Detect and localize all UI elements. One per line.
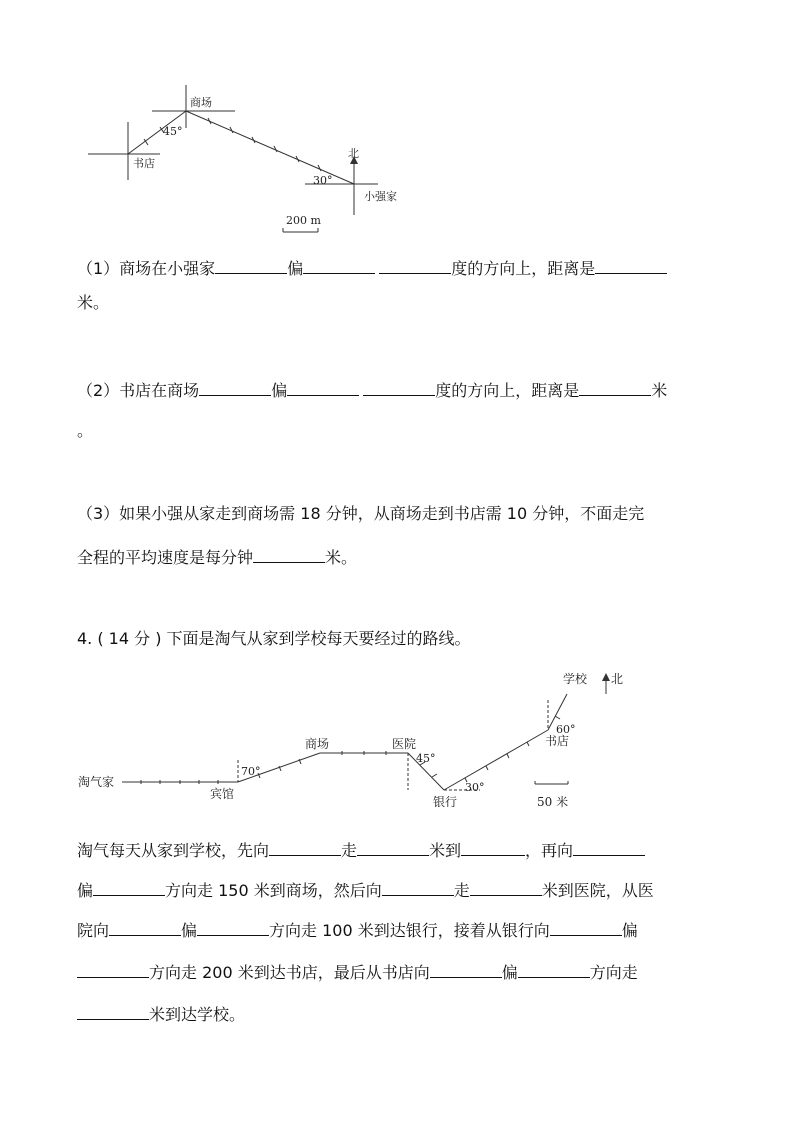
route-bank-bookstore	[444, 730, 548, 790]
angle-30-label: 30°	[465, 781, 485, 794]
angle-45-label: 45°	[416, 752, 436, 765]
q4-blank-14[interactable]	[77, 1002, 149, 1020]
q4-blank-4[interactable]	[573, 838, 645, 856]
bookstore-label: 书店	[545, 734, 570, 748]
q2-part4: 米	[651, 381, 668, 400]
q4-l1c: 米到	[429, 841, 462, 860]
angle-45-label: 45°	[163, 125, 183, 138]
q1-part1: （1）商场在小强家	[77, 259, 216, 278]
q2-part3: 度的方向上，距离是	[435, 381, 580, 400]
q4-line2	[77, 878, 654, 902]
q1-part4: 米。	[77, 293, 110, 312]
q4-l4c: 方向走	[589, 963, 638, 982]
angle-70-label: 70°	[241, 765, 261, 778]
q4-blank-12[interactable]	[430, 960, 502, 978]
q4-line5	[77, 1002, 245, 1026]
q4-l2d: 米到医院，从医	[541, 881, 654, 900]
q4-blank-5[interactable]	[93, 878, 165, 896]
angle-30-label: 30°	[313, 174, 333, 187]
hospital-label: 医院	[392, 737, 417, 751]
q4-l4a: 方向走 200 米到达书店，最后从书店向	[149, 963, 430, 982]
q4-blank-11[interactable]	[77, 960, 149, 978]
q4-blank-7[interactable]	[470, 878, 542, 896]
angle-60-label: 60°	[556, 723, 576, 736]
q4-blank-6[interactable]	[382, 878, 454, 896]
mall-label: 商场	[190, 96, 212, 109]
q1-part3: 度的方向上，距离是	[451, 259, 596, 278]
q2-part1: （2）书店在商场	[77, 381, 200, 400]
q3-part2: 米。	[325, 548, 358, 567]
q4-blank-10[interactable]	[550, 918, 622, 936]
q4-blank-3[interactable]	[461, 838, 525, 856]
q4-l2c: 走	[453, 881, 470, 900]
north-arrow-icon	[602, 673, 610, 681]
bookstore-label: 书店	[133, 157, 155, 170]
q4-l3b: 偏	[181, 921, 198, 940]
q4-l4b: 偏	[501, 963, 518, 982]
q4-line4	[77, 960, 638, 984]
bank-label: 银行	[433, 795, 458, 809]
q3-text1: （3）如果小强从家走到商场需 18 分钟，从商场走到书店需 10 分钟，不面走完	[77, 504, 645, 523]
q1-part2: 偏	[287, 259, 304, 278]
q4-blank-13[interactable]	[518, 960, 590, 978]
q4-blank-2[interactable]	[357, 838, 429, 856]
q4-l2a: 偏	[77, 881, 94, 900]
home-label: 小强家	[364, 190, 397, 203]
q4-l2b: 方向走 150 米到商场，然后向	[165, 881, 382, 900]
q4-l1a: 淘气每天从家到学校，先向	[77, 841, 270, 860]
q2-part5: 。	[77, 421, 94, 440]
scale-label: 50 米	[537, 795, 569, 809]
q4-line3	[77, 918, 638, 942]
school-label: 学校	[563, 672, 588, 686]
q2-part2: 偏	[271, 381, 288, 400]
q3-part1: 全程的平均速度是每分钟	[77, 548, 254, 567]
q4-l3a: 院向	[77, 921, 110, 940]
q4-blank-9[interactable]	[197, 918, 269, 936]
north-label: 北	[348, 147, 359, 160]
q4-l1b: 走	[341, 841, 358, 860]
q4-l3c: 方向走 100 米到达银行，接着从银行向	[269, 921, 550, 940]
q4-l3d: 偏	[621, 921, 638, 940]
hotel-label: 宾馆	[210, 787, 235, 801]
q4-line1	[77, 838, 645, 862]
scale-label: 200 m	[286, 214, 321, 227]
north-label: 北	[611, 672, 624, 686]
q4-blank-1[interactable]	[269, 838, 341, 856]
q4-l5a: 米到达学校。	[149, 1005, 246, 1024]
q4-l1d: ，再向	[525, 841, 574, 860]
q4-title: 4. ( 14 分 ) 下面是淘气从家到学校每天要经过的路线。	[77, 629, 471, 648]
q4-blank-8[interactable]	[109, 918, 181, 936]
home-label: 淘气家	[78, 775, 115, 789]
mall-label: 商场	[305, 737, 330, 751]
